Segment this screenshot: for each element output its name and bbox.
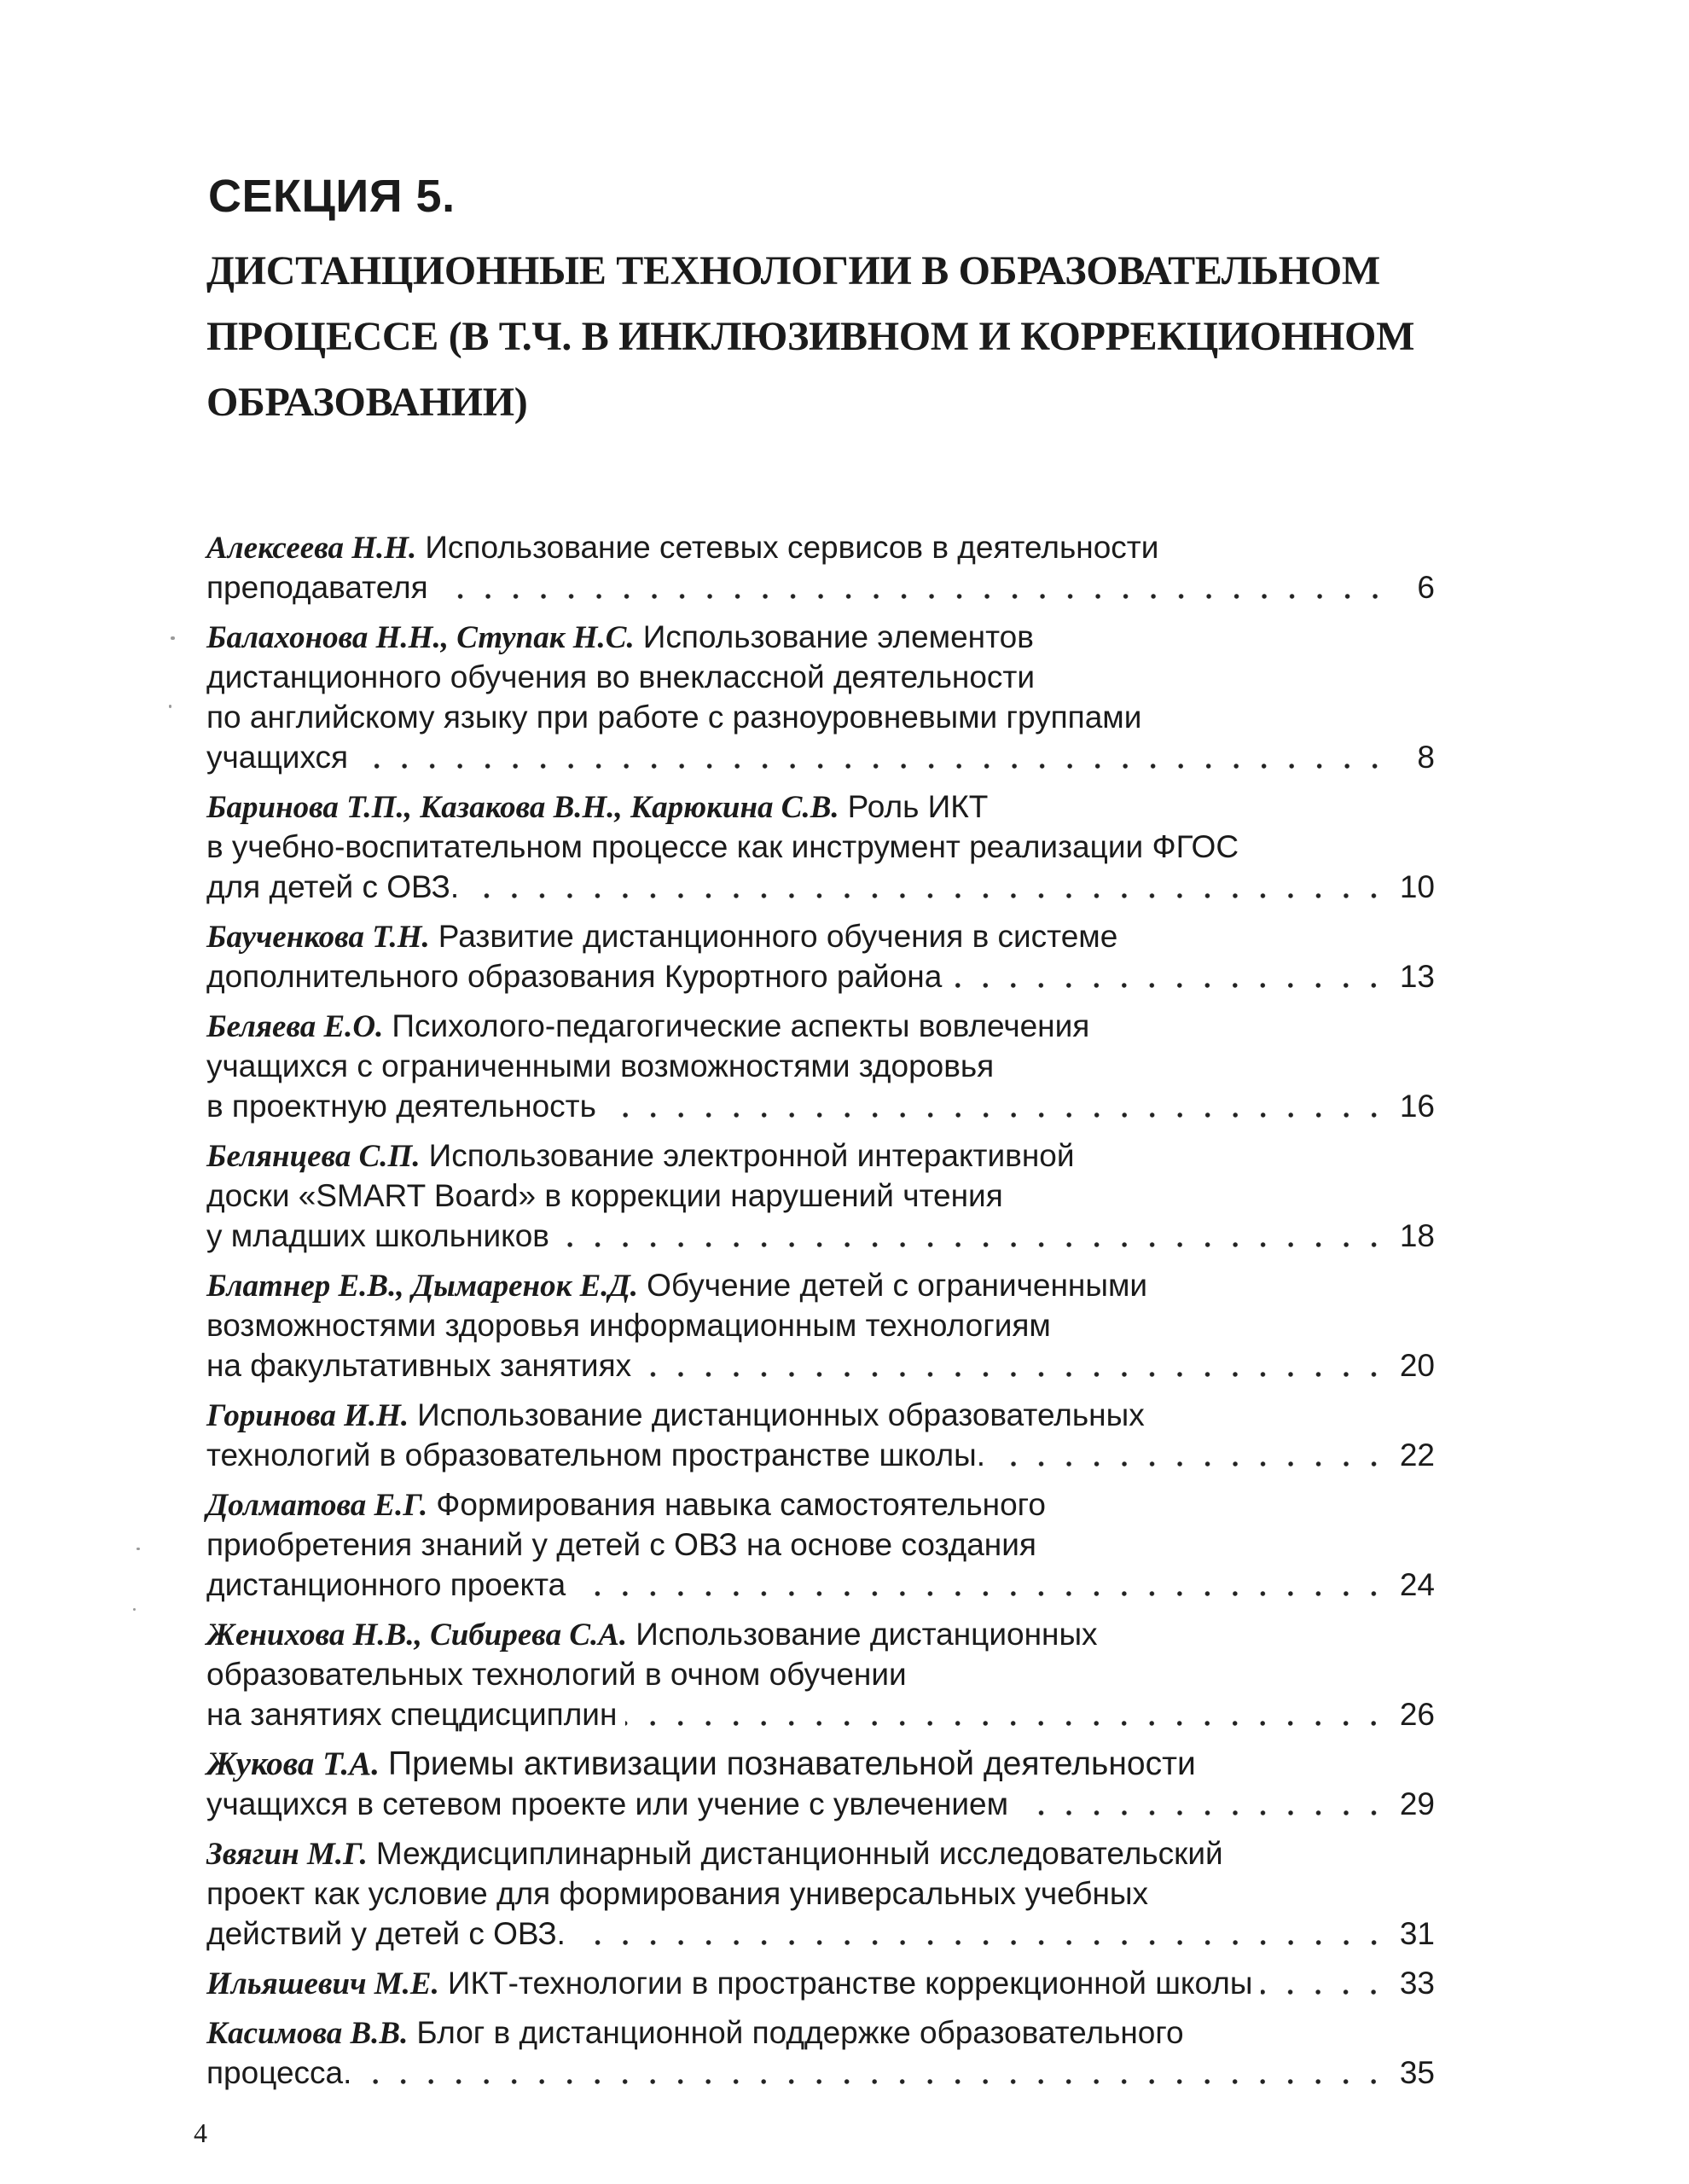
dot-leader	[1261, 1963, 1387, 2003]
toc-entry-title: у младших школьников	[206, 1218, 549, 1253]
dot-leader	[1017, 1784, 1388, 1824]
toc-entry-page[interactable]: 31	[1399, 1916, 1435, 1951]
toc-entry[interactable]	[206, 1833, 1435, 1954]
toc-entry-title: Использование дистанционных образовательных	[417, 1397, 1145, 1432]
toc-entry-authors: Блатнер Е.В., Дымаренок Е.Д.	[206, 1269, 639, 1304]
toc-entry-title: Использование электронной интерактивной	[428, 1138, 1075, 1173]
toc-entry-title: Обучение детей с ограниченными	[647, 1268, 1148, 1303]
toc-entry-line	[206, 1654, 1435, 1694]
toc-entry-page[interactable]: 35	[1399, 2055, 1435, 2090]
toc-entry-line	[206, 1525, 1435, 1565]
toc-entry-title: Развитие дистанционного обучения в системе	[438, 919, 1118, 954]
toc-entry-title: дополнительного образования Курортного района	[206, 959, 943, 994]
section-title-line: ОБРАЗОВАНИИ)	[206, 380, 528, 425]
section-title	[206, 238, 1414, 435]
toc-entry-title: Формирования навыка самостоятельного	[436, 1487, 1046, 1522]
dot-leader	[625, 1694, 1387, 1734]
toc-entry-authors: Баринова Т.П., Казакова В.Н., Карюкина С.В.	[206, 790, 839, 825]
toc-entry-title: Использование элементов	[642, 619, 1034, 654]
dot-leader	[950, 956, 1388, 996]
toc-entry-line	[206, 1006, 1435, 1046]
toc-entry-line	[206, 697, 1435, 737]
toc-entry-title: дистанционного проекта	[206, 1567, 566, 1602]
toc-entry-line	[206, 1963, 1435, 2003]
scan-speck	[169, 705, 171, 708]
toc-entry-page[interactable]: 13	[1399, 959, 1435, 994]
toc-entry-title: доски «SMART Board» в коррекции нарушений чтения	[206, 1178, 1003, 1213]
toc-entry-line	[206, 1614, 1435, 1654]
toc-entry-page[interactable]: 26	[1399, 1697, 1435, 1732]
toc-entry-title: действий у детей с ОВЗ.	[206, 1916, 566, 1951]
toc-entry-line	[206, 1484, 1435, 1525]
toc-entry-page[interactable]: 20	[1399, 1348, 1435, 1383]
toc-entry[interactable]	[206, 1395, 1435, 1475]
page-number: 4	[194, 2117, 207, 2148]
toc-entry-authors: Баученкова Т.Н.	[206, 920, 430, 955]
toc-entry-line	[206, 1176, 1435, 1216]
toc-entry-title: дистанционного обучения во внеклассной деятельности	[206, 659, 1036, 694]
scan-speck	[171, 636, 175, 640]
toc-entry-title: Психолого-педагогические аспекты вовлечения	[392, 1008, 1090, 1043]
toc-entry[interactable]	[206, 617, 1435, 777]
dot-leader	[360, 2053, 1387, 2093]
toc-entry-authors: Горинова И.Н.	[206, 1398, 409, 1433]
toc-entry-line	[206, 1086, 1435, 1126]
toc-entry-line	[206, 1395, 1435, 1435]
toc-entry-title: в учебно-воспитательном процессе как инструмент реализации ФГОС	[206, 829, 1239, 864]
toc-entry-authors: Жукова Т.А.	[206, 1745, 380, 1782]
dot-leader	[437, 567, 1389, 607]
toc-entry-line	[206, 1565, 1435, 1605]
toc-entry-line	[206, 1136, 1435, 1176]
toc-entry-line	[206, 1265, 1435, 1305]
toc-entry-line	[206, 1833, 1435, 1873]
toc-entry-authors: Долматова Е.Г.	[206, 1488, 428, 1523]
toc-entry-authors: Звягин М.Г.	[206, 1837, 368, 1872]
toc-entry[interactable]	[206, 1265, 1435, 1385]
scan-speck	[133, 1608, 136, 1611]
toc-entry-title: приобретения знаний у детей с ОВЗ на основе создания	[206, 1527, 1036, 1562]
toc-entry-title: технологий в образовательном пространстве школы.	[206, 1438, 986, 1472]
toc-entry-line	[206, 1694, 1435, 1734]
toc-entry-line	[206, 916, 1435, 956]
toc-entry-title: для детей с ОВЗ.	[206, 869, 460, 904]
toc-entry-title: учащихся в сетевом проекте или учение с увлечением	[206, 1786, 1009, 1821]
scan-speck	[136, 1548, 140, 1550]
toc-entry-title: преподавателя	[206, 570, 428, 605]
toc-entry-authors: Белянцева С.П.	[206, 1139, 421, 1174]
dot-leader	[574, 1565, 1388, 1605]
toc-entry[interactable]	[206, 916, 1435, 996]
dot-leader	[640, 1345, 1388, 1385]
toc-entry-title: ИКТ-технологии в пространстве коррекционной школы	[447, 1966, 1253, 2001]
toc-entry-line	[206, 2053, 1435, 2093]
toc-entry[interactable]	[206, 1484, 1435, 1605]
section-label: СЕКЦИЯ 5.	[208, 171, 456, 222]
toc-entry-line	[206, 617, 1435, 657]
toc-entry-page[interactable]: 33	[1399, 1966, 1435, 2001]
toc-entry-title: в проектную деятельность	[206, 1089, 596, 1124]
dot-leader	[605, 1086, 1388, 1126]
toc-entry-line	[206, 1216, 1435, 1256]
toc-entry[interactable]	[206, 1744, 1435, 1824]
toc-entry-title: Междисциплинарный дистанционный исследовательский	[375, 1836, 1223, 1871]
toc-entry-authors: Алексеева Н.Н.	[206, 531, 417, 566]
toc-entry-line	[206, 527, 1435, 567]
dot-leader	[994, 1435, 1388, 1475]
toc-entry-title: учащихся с ограниченными возможностями здоровья	[206, 1048, 995, 1083]
toc-entry-page[interactable]: 6	[1417, 570, 1435, 605]
toc-entry-line	[206, 956, 1435, 996]
section-title-line: ДИСТАНЦИОННЫЕ ТЕХНОЛОГИИ В ОБРАЗОВАТЕЛЬНОМ	[206, 248, 1380, 293]
toc-entry-line	[206, 657, 1435, 697]
toc-entry-line	[206, 1305, 1435, 1345]
toc-entry-authors: Касимова В.В.	[206, 2016, 409, 2051]
toc-entry-line	[206, 867, 1435, 907]
toc-entry-title: образовательных технологий в очном обучении	[206, 1657, 907, 1692]
toc-entry-line	[206, 1873, 1435, 1914]
toc-entry-title: Использование дистанционных	[636, 1617, 1098, 1652]
toc-entry-title: возможностями здоровья информационным технологиям	[206, 1308, 1051, 1343]
toc-entry-authors: Женихова Н.В., Сибирева С.А.	[206, 1618, 628, 1653]
toc-entry-title: Роль ИКТ	[847, 789, 989, 824]
toc-entry[interactable]	[206, 1006, 1435, 1126]
toc-entry-title: Приемы активизации познавательной деятельности	[388, 1745, 1196, 1782]
toc-entry-page[interactable]: 18	[1399, 1218, 1435, 1253]
toc-entry-line	[206, 1345, 1435, 1385]
section-title-line: ПРОЦЕССЕ (В Т.Ч. В ИНКЛЮЗИВНОМ И КОРРЕКЦИОННОМ	[206, 314, 1415, 359]
toc-entry-page[interactable]: 22	[1399, 1438, 1435, 1472]
toc-entry-title: учащихся	[206, 740, 349, 775]
toc-entry-page[interactable]: 10	[1399, 869, 1435, 904]
toc-entry-title: на факультативных занятиях	[206, 1348, 632, 1383]
toc-entry-authors: Ильяшевич М.Е.	[206, 1966, 439, 2001]
toc-entry-line	[206, 737, 1435, 777]
toc-entry-title: Использование сетевых сервисов в деятельности	[425, 530, 1159, 565]
toc-entry-line	[206, 827, 1435, 867]
toc-entry-line	[206, 1046, 1435, 1086]
toc-entry-title: Блог в дистанционной поддержке образовательного	[416, 2015, 1184, 2050]
toc-entry-title: процесса.	[206, 2055, 352, 2090]
toc-entry-line	[206, 1435, 1435, 1475]
toc-entry[interactable]	[206, 1963, 1435, 2003]
toc-entry-authors: Беляева Е.О.	[206, 1009, 384, 1044]
toc-entry-page[interactable]: 24	[1399, 1567, 1435, 1602]
toc-entry-page[interactable]: 29	[1399, 1786, 1435, 1821]
table-of-contents	[206, 527, 1435, 2102]
toc-entry-line	[206, 1744, 1435, 1784]
toc-entry[interactable]	[206, 1136, 1435, 1256]
toc-entry[interactable]	[206, 787, 1435, 907]
toc-entry-title: на занятиях спецдисциплин	[206, 1697, 618, 1732]
toc-entry-authors: Балахонова Н.Н., Ступак Н.С.	[206, 620, 635, 655]
toc-entry-page[interactable]: 16	[1399, 1089, 1435, 1124]
toc-entry[interactable]	[206, 1614, 1435, 1734]
toc-entry-title: проект как условие для формирования универсальных учебных	[206, 1876, 1148, 1911]
toc-entry-line	[206, 567, 1435, 607]
toc-entry[interactable]	[206, 527, 1435, 607]
toc-entry[interactable]	[206, 2013, 1435, 2093]
dot-leader	[558, 1216, 1388, 1256]
toc-entry-line	[206, 1784, 1435, 1824]
toc-entry-page[interactable]: 8	[1417, 740, 1435, 775]
dot-leader	[574, 1914, 1388, 1954]
toc-entry-line	[206, 1914, 1435, 1954]
toc-entry-title: по английскому языку при работе с разноуровневыми группами	[206, 700, 1142, 735]
dot-leader	[357, 737, 1389, 777]
toc-entry-line	[206, 787, 1435, 827]
dot-leader	[467, 867, 1388, 907]
toc-entry-line	[206, 2013, 1435, 2053]
